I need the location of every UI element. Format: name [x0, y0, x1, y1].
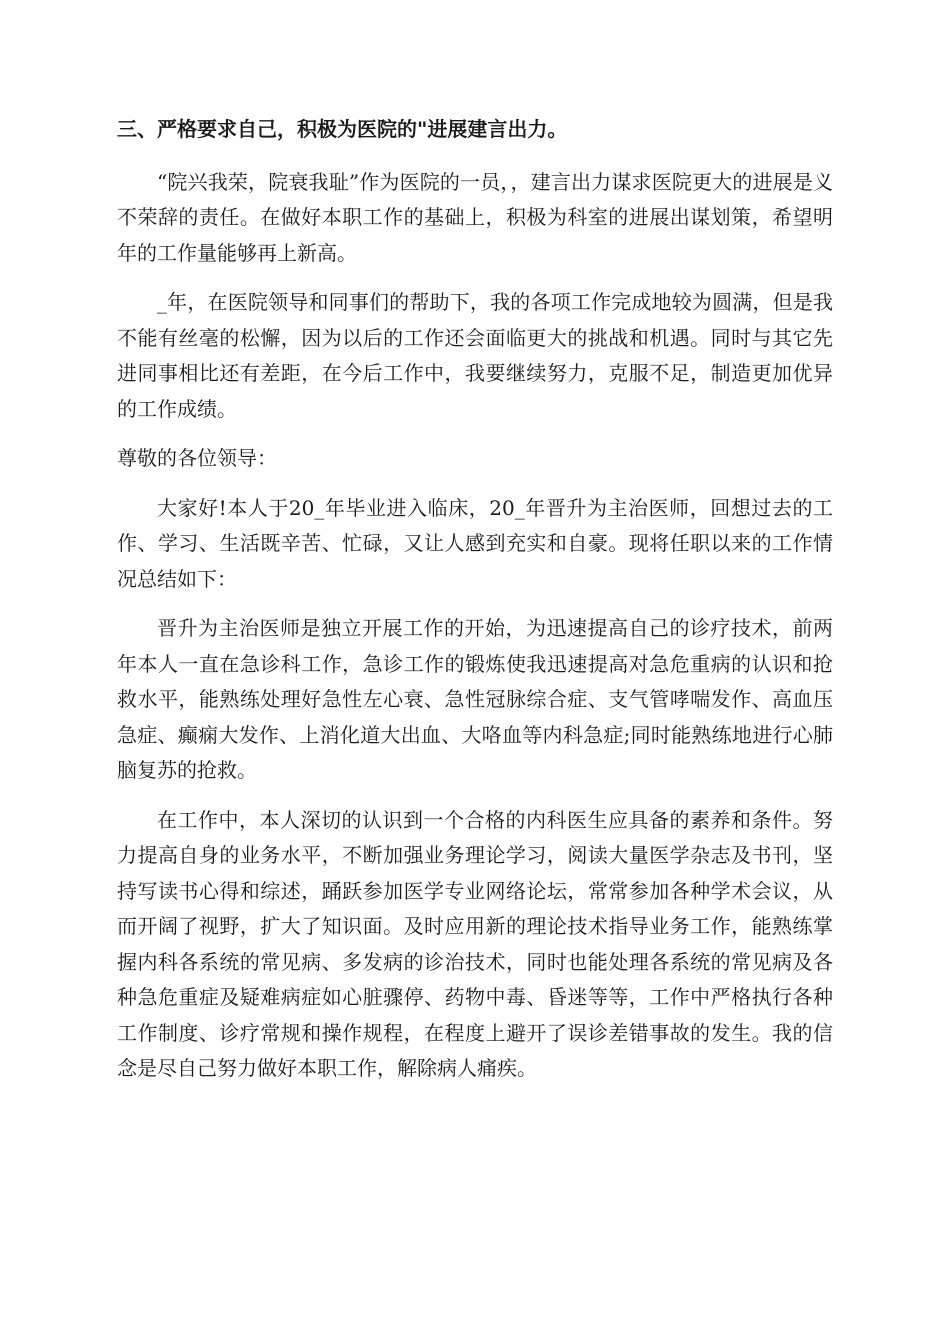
section-heading: 三、严格要求自己，积极为医院的"进展建言出力。 — [117, 117, 568, 141]
document-content — [117, 112, 833, 1101]
paragraph-introduction: 大家好!本人于20_年毕业进入临床，20_年晋升为主治医师，回想过去的工作、学习、生活既辛苦、忙碌，又让人感到充实和自豪。现将任职以来的工作情况总结如下： — [117, 495, 833, 591]
paragraph-year-summary: _年，在医院领导和同事们的帮助下，我的各项工作完成地较为圆满，但是我不能有丝毫的松懈，因为以后的工作还会面临更大的挑战和机遇。同时与其它先进同事相比还有差距，在今后工作中，我要继续努力，克服不足，制造更加优异的工作成绩。 — [117, 290, 833, 421]
paragraph-emergency-work: 晋升为主治医师是独立开展工作的开始，为迅速提高自己的诊疗技术，前两年本人一直在急诊科工作，急诊工作的锻炼使我迅速提高对急危重病的认识和抢救水平，能熟练处理好急性左心衰、急性冠脉综合症、支气管哮喘发作、高血压急症、癫痫大发作、上消化道大出血、大咯血等内科急症;同时能熟练地进行心肺脑复苏的抢救。 — [117, 616, 833, 782]
paragraph-hospital-pride: “院兴我荣，院衰我耻”作为医院的一员，，建言出力谋求医院更大的进展是义不荣辞的责任。在做好本职工作的基础上，积极为科室的进展出谋划策，希望明年的工作量能够再上新高。 — [117, 169, 833, 265]
salutation: 尊敬的各位领导： — [117, 446, 277, 470]
paragraph-professional-growth: 在工作中，本人深切的认识到一个合格的内科医生应具备的素养和条件。努力提高自身的业务水平，不断加强业务理论学习，阅读大量医学杂志及书刊，坚持写读书心得和综述，踊跃参加医学专业网络论坛，常常参加各种学术会议，从而开阔了视野，扩大了知识面。及时应用新的理论技术指导业务工作，能熟练掌握内科各系统的常见病、多发病的诊治技术，同时也能处理各系统的常见病及各种急危重症及疑难病症如心脏骤停、药物中毒、昏迷等等，工作中严格执行各种工作制度、诊疗常规和操作规程，在程度上避开了误诊差错事故的发生。我的信念是尽自己努力做好本职工作，解除病人痛疾。 — [117, 807, 833, 1080]
